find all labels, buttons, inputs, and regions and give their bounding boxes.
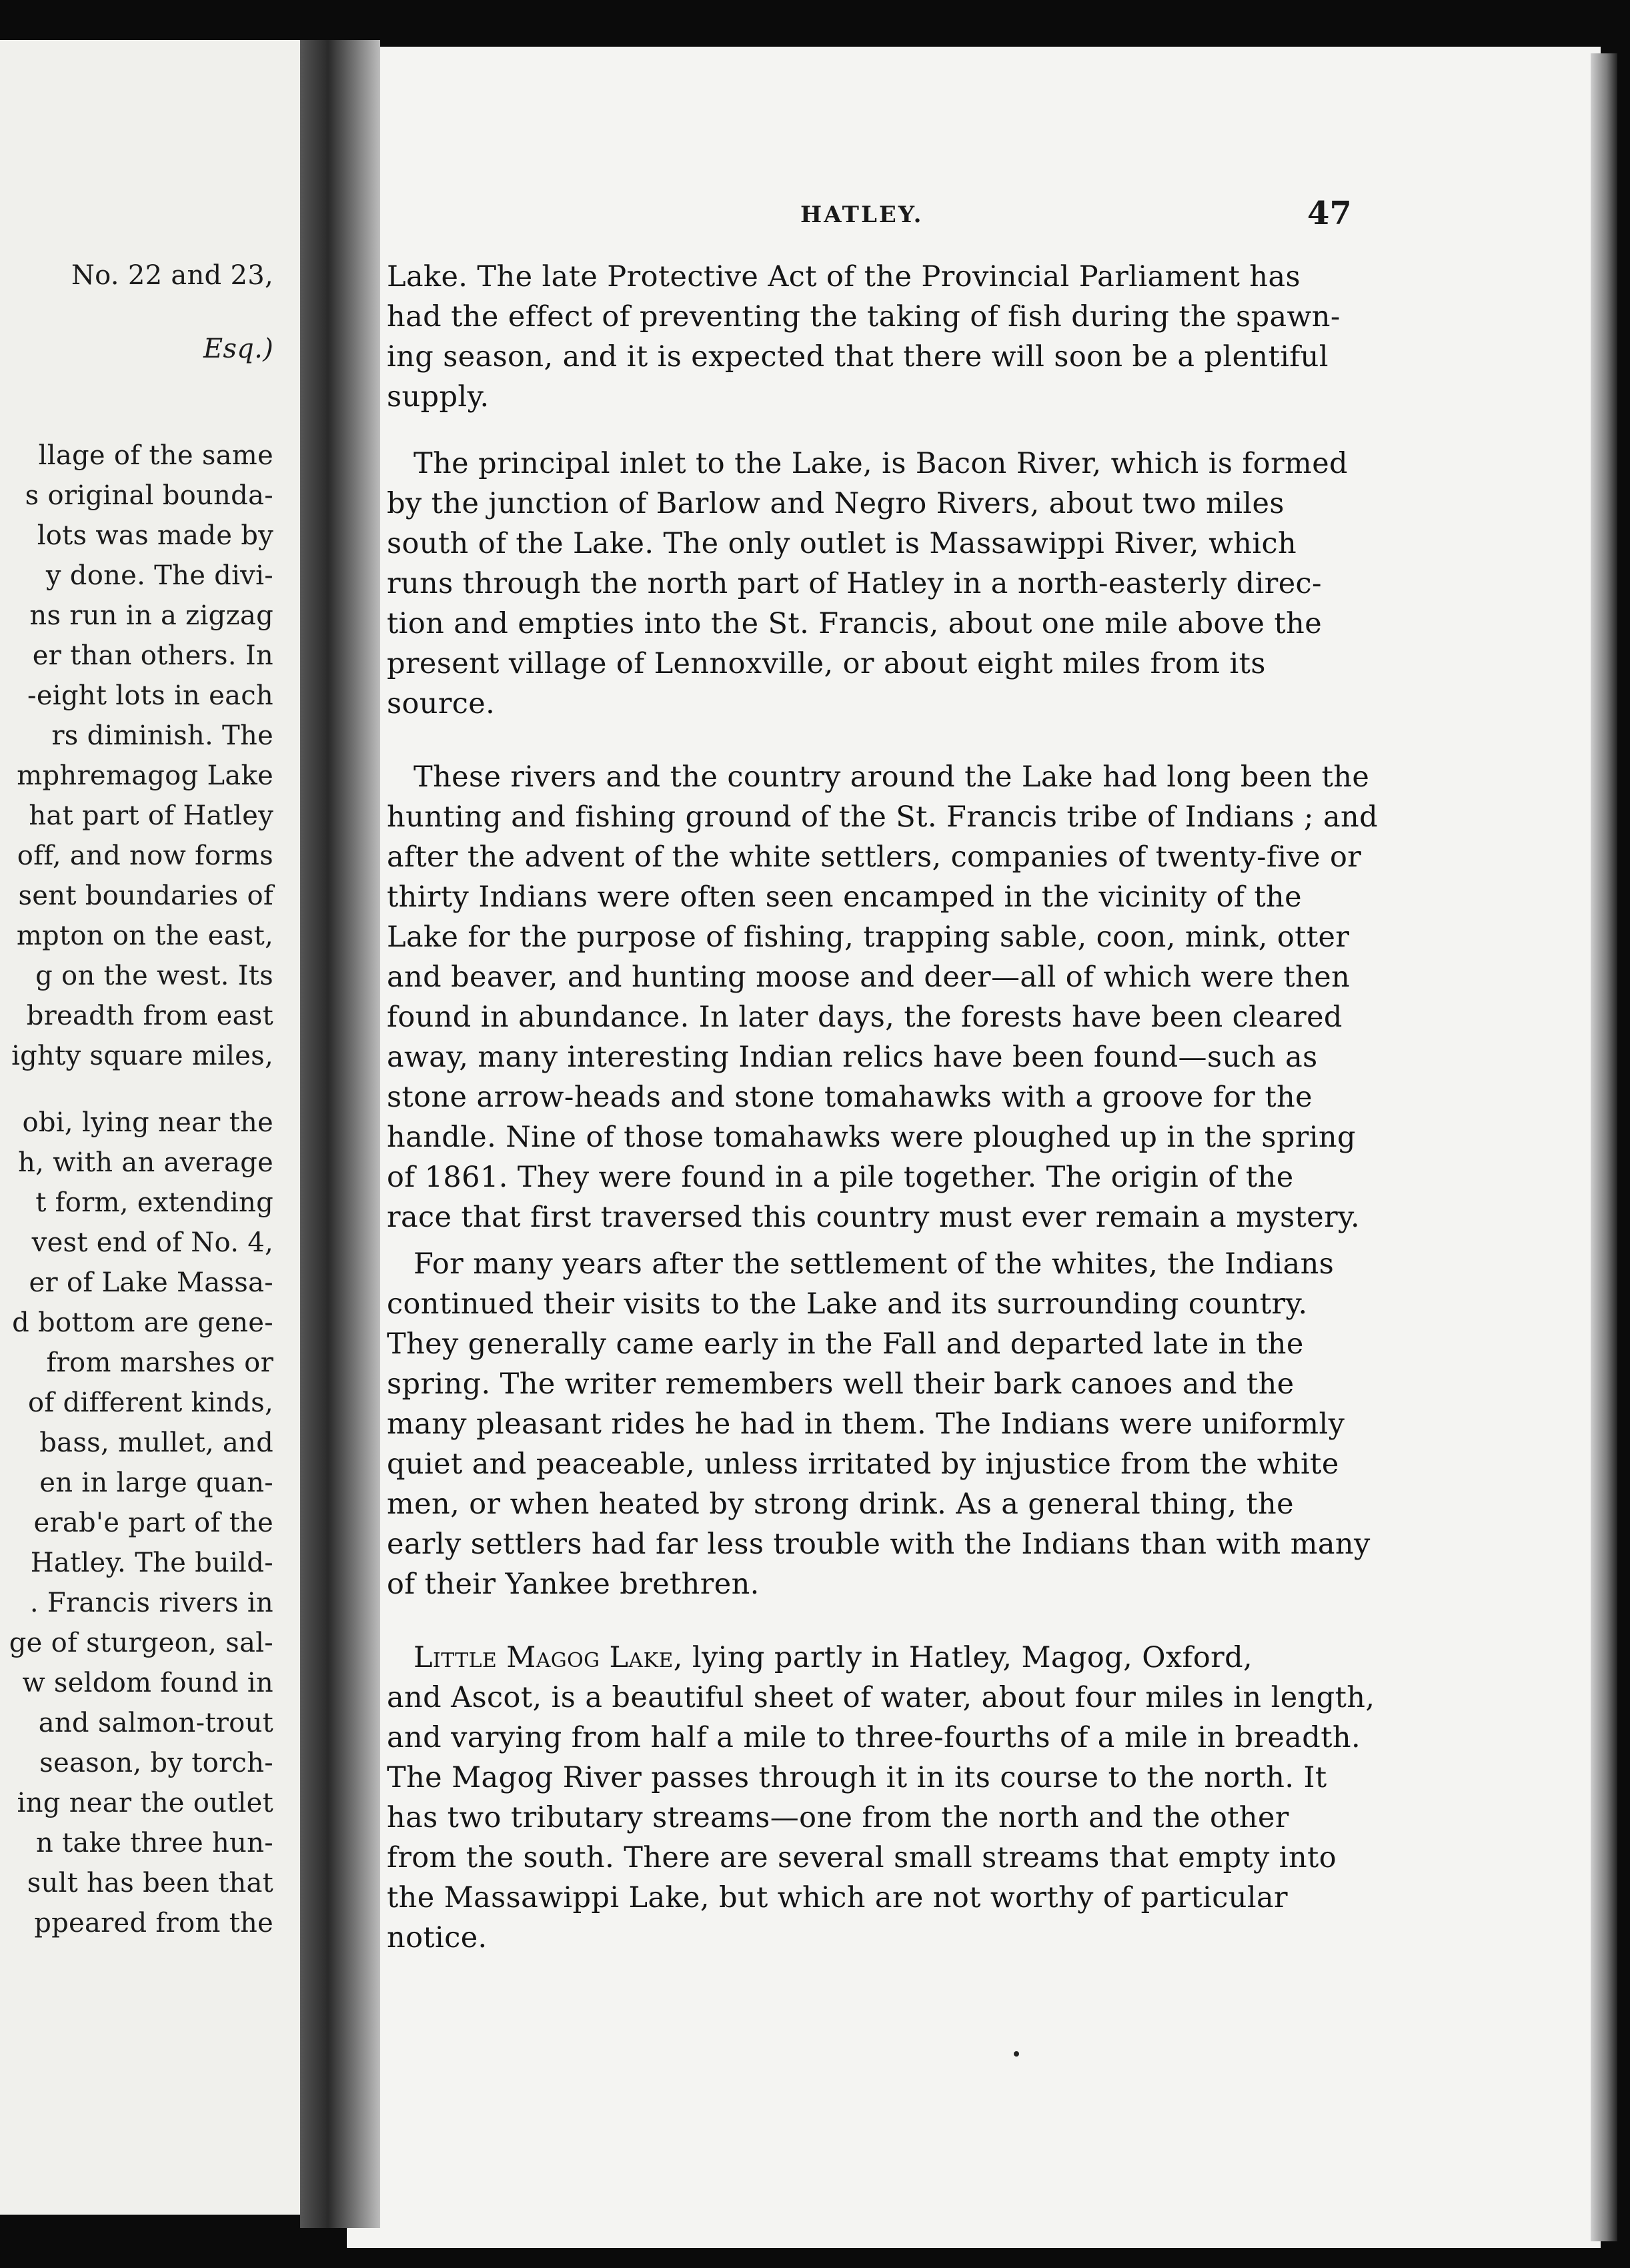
left-page-line: sent boundaries of	[18, 881, 273, 911]
text-line: These rivers and the country around the Lake had long been the	[414, 760, 1370, 794]
facing-left-page	[0, 40, 313, 2215]
left-page-line: er than others. In	[32, 640, 273, 671]
text-line: stone arrow-heads and stone tomahawks with a groove for the	[387, 1081, 1313, 1114]
text-line: For many years after the settlement of the whites, the Indians	[414, 1247, 1335, 1281]
ink-speck	[1014, 2051, 1019, 2057]
text-line: runs through the north part of Hatley in a north-easterly direc-	[387, 567, 1322, 600]
text-line: notice.	[387, 1921, 488, 1954]
text-line: ing season, and it is expected that there will soon be a plentiful	[387, 340, 1329, 374]
text-line: the Massawippi Lake, but which are not worthy of particular	[387, 1881, 1289, 1914]
left-page-line: ighty square miles,	[11, 1041, 273, 1071]
left-page-line: t form, extending	[35, 1187, 273, 1218]
left-page-line: Hatley. The build-	[30, 1548, 273, 1578]
text-fragment: lying partly in Hatley, Magog, Oxford,	[692, 1641, 1253, 1674]
text-line: south of the Lake. The only outlet is Massawippi River, which	[387, 527, 1297, 560]
text-line: of their Yankee brethren.	[387, 1568, 760, 1601]
left-page-line: ge of sturgeon, sal-	[9, 1628, 273, 1658]
text-line: many pleasant rides he had in them. The Indians were uniformly	[387, 1407, 1345, 1441]
text-line: hunting and fishing ground of the St. Francis tribe of Indians ; and	[387, 800, 1379, 834]
text-line: race that first traversed this country must ever remain a mystery.	[387, 1201, 1361, 1234]
text-line: men, or when heated by strong drink. As a general thing, the	[387, 1488, 1294, 1521]
left-page-line: off, and now forms	[17, 840, 273, 871]
text-line: spring. The writer remembers well their bark canoes and the	[387, 1367, 1295, 1401]
left-page-line: breadth from east	[26, 1001, 273, 1031]
left-page-line: season, by torch-	[39, 1748, 273, 1778]
left-page-line: er of Lake Massa-	[29, 1267, 273, 1298]
left-page-line: Esq.)	[203, 334, 273, 364]
text-line: found in abundance. In later days, the forests have been cleared	[387, 1001, 1343, 1034]
text-line: after the advent of the white settlers, companies of twenty-five or	[387, 840, 1362, 874]
text-line: has two tributary streams—one from the north and the other	[387, 1801, 1289, 1834]
text-line	[414, 1641, 1253, 1674]
text-line: handle. Nine of those tomahawks were ploughed up in the spring	[387, 1121, 1356, 1154]
left-page-line: g on the west. Its	[35, 961, 273, 991]
text-line: tion and empties into the St. Francis, about one mile above the	[387, 607, 1323, 640]
left-page-line: h, with an average	[18, 1147, 273, 1178]
left-page-line: n take three hun-	[36, 1828, 273, 1858]
left-page-line: mphremagog Lake	[17, 760, 273, 791]
text-line: Lake for the purpose of fishing, trapping sable, coon, mink, otter	[387, 921, 1350, 954]
left-page-line: ns run in a zigzag	[29, 600, 273, 631]
text-line: The Magog River passes through it in its course to the north. It	[387, 1761, 1327, 1794]
left-page-line: obi, lying near the	[22, 1107, 273, 1138]
left-page-line: y done. The divi-	[45, 560, 273, 591]
left-page-line: sult has been that	[27, 1868, 273, 1898]
text-line: early settlers had far less trouble with the Indians than with many	[387, 1528, 1371, 1561]
section-lead: Little Magog Lake,	[414, 1641, 683, 1674]
text-line: by the junction of Barlow and Negro Rivers, about two miles	[387, 487, 1285, 520]
left-page-line: . Francis rivers in	[29, 1588, 273, 1618]
text-line: of 1861. They were found in a pile together. The origin of the	[387, 1161, 1294, 1194]
text-line: and beaver, and hunting moose and deer—all of which were then	[387, 961, 1351, 994]
page-edge-shadow	[1591, 53, 1617, 2241]
left-page-line: d bottom are gene-	[12, 1307, 273, 1338]
left-page-line: vest end of No. 4,	[31, 1227, 273, 1258]
left-page-line: lots was made by	[37, 520, 273, 551]
page-number: 47	[1307, 195, 1352, 232]
running-head: HATLEY.	[800, 201, 924, 228]
text-line: and varying from half a mile to three-fourths of a mile in breadth.	[387, 1721, 1361, 1754]
book-gutter-shadow	[300, 40, 380, 2228]
left-page-line: and salmon-trout	[38, 1708, 273, 1738]
left-page-line: erab'e part of the	[33, 1508, 273, 1538]
left-page-line: ing near the outlet	[17, 1788, 273, 1818]
left-page-line: llage of the same	[38, 440, 273, 471]
text-line: source.	[387, 687, 496, 720]
main-page	[347, 47, 1601, 2248]
left-page-line: from marshes or	[46, 1347, 273, 1378]
page-body	[347, 47, 1601, 2248]
left-page-line: bass, mullet, and	[39, 1428, 273, 1458]
text-line: The principal inlet to the Lake, is Bacon River, which is formed	[414, 447, 1348, 480]
text-line: continued their visits to the Lake and its surrounding country.	[387, 1287, 1308, 1321]
left-page-line: mpton on the east,	[16, 921, 273, 951]
left-page-line: of different kinds,	[28, 1387, 273, 1418]
text-line: and Ascot, is a beautiful sheet of water, about four miles in length,	[387, 1681, 1375, 1714]
text-line: Lake. The late Protective Act of the Provincial Parliament has	[387, 260, 1301, 294]
left-page-line: No. 22 and 23,	[71, 260, 273, 291]
text-line: away, many interesting Indian relics have been found—such as	[387, 1041, 1318, 1074]
text-line: supply.	[387, 380, 490, 414]
text-line: thirty Indians were often seen encamped in the vicinity of the	[387, 881, 1302, 914]
text-line: had the effect of preventing the taking of fish during the spawn-	[387, 300, 1341, 334]
text-line: present village of Lennoxville, or about eight miles from its	[387, 647, 1266, 680]
left-page-line: rs diminish. The	[51, 720, 273, 751]
left-page-line: ppeared from the	[34, 1908, 273, 1938]
left-page-line: -eight lots in each	[27, 680, 273, 711]
text-line: from the south. There are several small streams that empty into	[387, 1841, 1337, 1874]
text-line: quiet and peaceable, unless irritated by injustice from the white	[387, 1448, 1339, 1481]
left-page-line: hat part of Hatley	[29, 800, 273, 831]
left-page-line: s original bounda-	[25, 480, 273, 511]
text-line: They generally came early in the Fall and departed late in the	[387, 1327, 1304, 1361]
left-page-line: en in large quan-	[39, 1468, 273, 1498]
left-page-line: w seldom found in	[22, 1668, 273, 1698]
